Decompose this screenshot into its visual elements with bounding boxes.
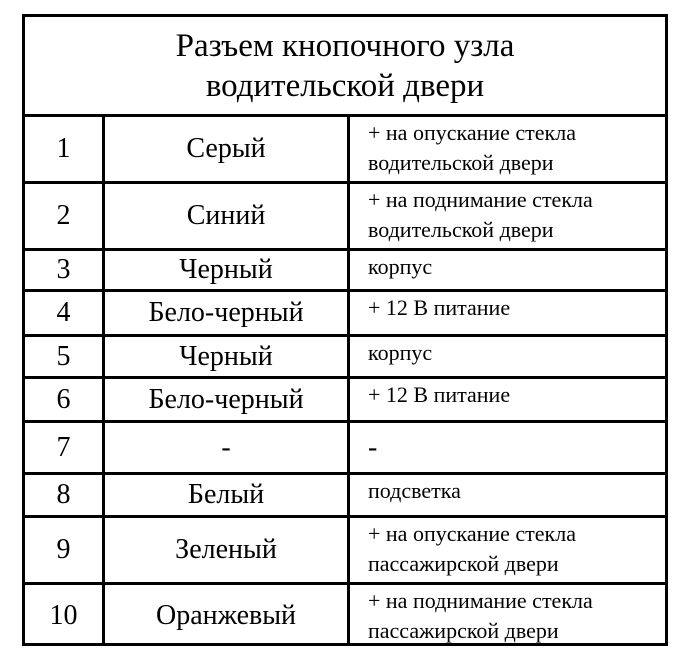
pin-number: 9 — [25, 518, 105, 582]
connector-table — [22, 14, 668, 646]
table-header — [25, 17, 665, 117]
pin-function: - — [368, 432, 378, 463]
table-row — [25, 475, 665, 518]
table-row — [25, 518, 665, 585]
wire-color: Черный — [105, 251, 350, 289]
wire-color: Зеленый — [105, 518, 350, 582]
wire-color: Серый — [105, 117, 350, 181]
pin-number: 6 — [25, 379, 105, 420]
pin-function: корпус — [368, 340, 433, 365]
table-row — [25, 379, 665, 423]
wire-color: - — [105, 423, 350, 472]
wire-color: Синий — [105, 184, 350, 248]
wire-color: Белый — [105, 475, 350, 515]
table-row — [25, 337, 665, 379]
pin-number: 7 — [25, 423, 105, 472]
pin-function: + на поднимание стекла пассажирской двери — [368, 588, 593, 643]
table-row — [25, 251, 665, 292]
wire-color: Оранжевый — [105, 585, 350, 646]
pin-number: 3 — [25, 251, 105, 289]
wire-color: Черный — [105, 337, 350, 376]
pin-function: + 12 В питание — [368, 382, 511, 407]
pin-number: 10 — [25, 585, 105, 646]
table-body — [25, 117, 665, 646]
pin-function: корпус — [368, 254, 433, 279]
pin-number: 5 — [25, 337, 105, 376]
pin-number: 4 — [25, 292, 105, 334]
table-row — [25, 184, 665, 251]
wire-color: Бело-черный — [105, 379, 350, 420]
wire-color: Бело-черный — [105, 292, 350, 334]
table-row — [25, 292, 665, 337]
table-row — [25, 117, 665, 184]
pin-function: подсветка — [368, 478, 461, 503]
pin-function: + на опускание стекла водительской двери — [368, 120, 576, 175]
header-line-2: водительской двери — [205, 67, 485, 104]
pin-number: 2 — [25, 184, 105, 248]
pin-number: 8 — [25, 475, 105, 515]
table-row — [25, 585, 665, 646]
pin-function: + на поднимание стекла водительской двери — [368, 187, 593, 242]
header-line-1: Разъем кнопочного узла — [175, 27, 515, 64]
pin-function: + на опускание стекла пассажирской двери — [368, 521, 576, 576]
table-row — [25, 423, 665, 475]
pin-number: 1 — [25, 117, 105, 181]
pin-function: + 12 В питание — [368, 295, 511, 320]
